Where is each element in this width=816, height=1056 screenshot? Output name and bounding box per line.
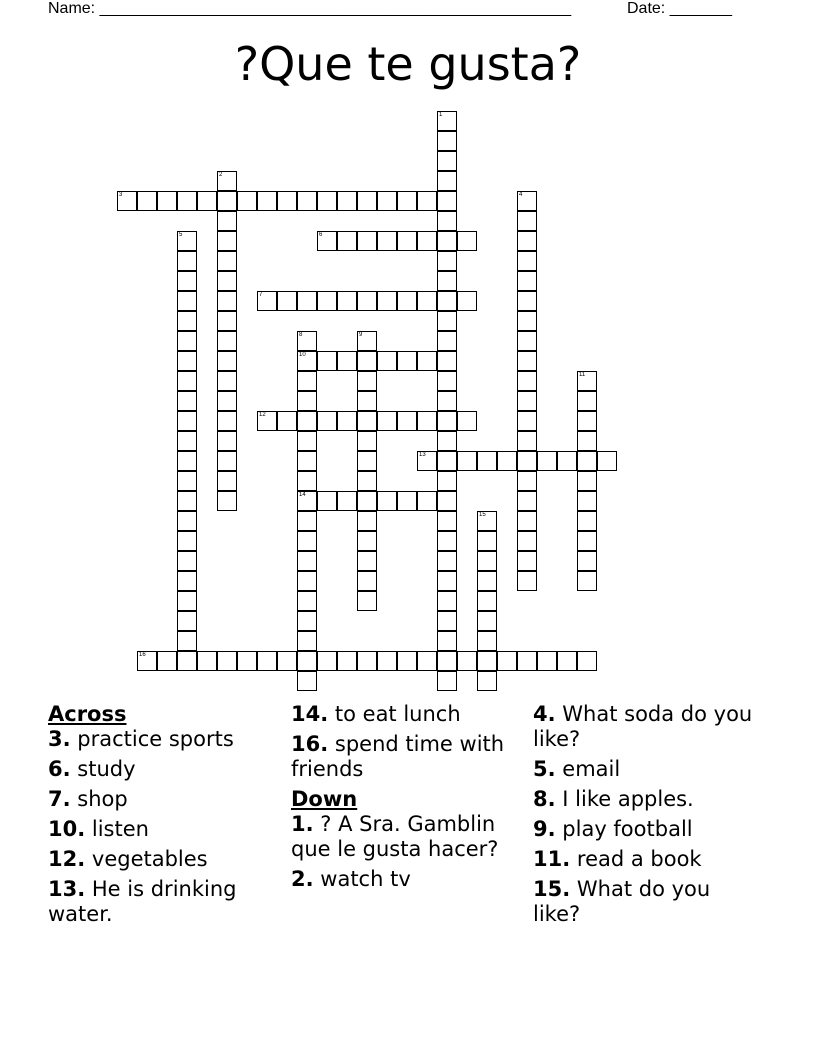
grid-cell[interactable] bbox=[517, 371, 537, 391]
grid-cell[interactable] bbox=[257, 191, 277, 211]
grid-cell[interactable] bbox=[397, 411, 417, 431]
clue-across-13: 13. He is drinking water. bbox=[48, 877, 237, 926]
clue-number-label: 6 bbox=[319, 232, 323, 238]
grid-cell[interactable] bbox=[437, 511, 457, 531]
grid-cell[interactable] bbox=[457, 291, 477, 311]
grid-cell[interactable] bbox=[177, 491, 197, 511]
grid-cell[interactable] bbox=[437, 151, 457, 171]
clue-number-label: 5 bbox=[179, 232, 183, 238]
grid-cell[interactable] bbox=[417, 231, 437, 251]
grid-cell[interactable] bbox=[177, 571, 197, 591]
grid-cell[interactable] bbox=[477, 571, 497, 591]
grid-cell[interactable] bbox=[437, 171, 457, 191]
grid-cell[interactable] bbox=[377, 291, 397, 311]
grid-cell[interactable] bbox=[577, 411, 597, 431]
grid-cell[interactable] bbox=[357, 191, 377, 211]
grid-cell[interactable] bbox=[297, 451, 317, 471]
grid-cell[interactable] bbox=[357, 451, 377, 471]
grid-cell[interactable] bbox=[297, 371, 317, 391]
grid-cell[interactable] bbox=[177, 311, 197, 331]
grid-cell[interactable] bbox=[457, 411, 477, 431]
grid-cell[interactable] bbox=[437, 311, 457, 331]
grid-cell[interactable] bbox=[557, 651, 577, 671]
grid-cell[interactable] bbox=[377, 191, 397, 211]
grid-cell[interactable] bbox=[517, 251, 537, 271]
grid-cell[interactable] bbox=[477, 651, 497, 671]
grid-cell[interactable] bbox=[217, 311, 237, 331]
grid-cell[interactable] bbox=[337, 351, 357, 371]
grid-cell[interactable] bbox=[437, 271, 457, 291]
grid-cell[interactable] bbox=[517, 331, 537, 351]
grid-cell[interactable] bbox=[517, 391, 537, 411]
grid-cell[interactable] bbox=[317, 351, 337, 371]
grid-cell[interactable] bbox=[317, 191, 337, 211]
grid-cell[interactable] bbox=[497, 451, 517, 471]
grid-cell[interactable] bbox=[517, 231, 537, 251]
grid-cell[interactable] bbox=[357, 531, 377, 551]
grid-cell[interactable] bbox=[217, 291, 237, 311]
grid-cell[interactable] bbox=[437, 411, 457, 431]
grid-cell[interactable] bbox=[217, 411, 237, 431]
grid-cell[interactable] bbox=[377, 411, 397, 431]
grid-cell[interactable] bbox=[317, 291, 337, 311]
grid-cell[interactable] bbox=[477, 591, 497, 611]
grid-cell[interactable] bbox=[297, 631, 317, 651]
grid-cell[interactable] bbox=[297, 651, 317, 671]
grid-cell[interactable] bbox=[297, 191, 317, 211]
grid-cell[interactable] bbox=[337, 191, 357, 211]
grid-cell[interactable] bbox=[377, 351, 397, 371]
grid-cell[interactable] bbox=[577, 571, 597, 591]
clue-across-7: 7. shop bbox=[48, 787, 128, 811]
grid-cell[interactable] bbox=[297, 291, 317, 311]
grid-cell[interactable] bbox=[497, 651, 517, 671]
grid-cell[interactable] bbox=[177, 391, 197, 411]
grid-cell[interactable] bbox=[297, 391, 317, 411]
grid-cell[interactable] bbox=[217, 271, 237, 291]
grid-cell[interactable] bbox=[217, 231, 237, 251]
clues-column-3 bbox=[533, 702, 763, 932]
clue-number-label: 13 bbox=[419, 452, 426, 458]
clue-number-label: 2 bbox=[219, 172, 223, 178]
clue-across-3: 3. practice sports bbox=[48, 727, 234, 751]
grid-cell[interactable] bbox=[537, 451, 557, 471]
grid-cell[interactable] bbox=[377, 231, 397, 251]
grid-cell[interactable] bbox=[477, 451, 497, 471]
clue-number-label: 10 bbox=[299, 352, 306, 358]
clues-column-2 bbox=[291, 702, 521, 897]
grid-cell[interactable] bbox=[577, 651, 597, 671]
grid-cell[interactable] bbox=[517, 411, 537, 431]
grid-cell[interactable] bbox=[437, 231, 457, 251]
grid-cell[interactable] bbox=[377, 491, 397, 511]
grid-cell[interactable] bbox=[177, 551, 197, 571]
clue-down-11: 11. read a book bbox=[533, 847, 702, 871]
grid-cell[interactable] bbox=[337, 411, 357, 431]
grid-cell[interactable] bbox=[437, 611, 457, 631]
grid-cell[interactable] bbox=[517, 571, 537, 591]
grid-cell[interactable] bbox=[297, 431, 317, 451]
grid-cell[interactable] bbox=[357, 431, 377, 451]
clue-number-label: 4 bbox=[519, 192, 523, 198]
across-heading: Across bbox=[48, 702, 127, 726]
grid-cell[interactable] bbox=[437, 591, 457, 611]
grid-cell[interactable] bbox=[357, 231, 377, 251]
grid-cell[interactable] bbox=[357, 551, 377, 571]
grid-cell[interactable] bbox=[477, 631, 497, 651]
grid-cell[interactable] bbox=[357, 471, 377, 491]
grid-cell[interactable] bbox=[437, 391, 457, 411]
grid-cell[interactable] bbox=[337, 291, 357, 311]
grid-cell[interactable] bbox=[177, 411, 197, 431]
grid-cell[interactable] bbox=[437, 491, 457, 511]
page-title: ?Que te gusta? bbox=[234, 37, 582, 91]
grid-cell[interactable] bbox=[437, 531, 457, 551]
grid-cell[interactable] bbox=[297, 611, 317, 631]
grid-cell[interactable] bbox=[357, 371, 377, 391]
grid-cell[interactable] bbox=[217, 471, 237, 491]
grid-cell[interactable] bbox=[417, 191, 437, 211]
grid-cell[interactable] bbox=[517, 291, 537, 311]
grid-cell[interactable] bbox=[517, 471, 537, 491]
grid-cell[interactable] bbox=[577, 391, 597, 411]
grid-cell[interactable] bbox=[177, 471, 197, 491]
grid-cell[interactable] bbox=[337, 231, 357, 251]
clues-column-1 bbox=[48, 702, 283, 932]
grid-cell[interactable] bbox=[517, 651, 537, 671]
grid-cell[interactable] bbox=[177, 591, 197, 611]
grid-cell[interactable] bbox=[177, 611, 197, 631]
grid-cell[interactable] bbox=[577, 431, 597, 451]
grid-cell[interactable] bbox=[137, 191, 157, 211]
grid-cell[interactable] bbox=[397, 491, 417, 511]
grid-cell[interactable] bbox=[177, 271, 197, 291]
grid-cell[interactable] bbox=[517, 431, 537, 451]
grid-cell[interactable] bbox=[297, 531, 317, 551]
grid-cell[interactable] bbox=[437, 291, 457, 311]
grid-cell[interactable] bbox=[577, 451, 597, 471]
name-label: Name: _____________________________________________________ bbox=[48, 0, 572, 17]
grid-cell[interactable] bbox=[477, 611, 497, 631]
grid-cell[interactable] bbox=[437, 331, 457, 351]
clue-number-label: 8 bbox=[299, 332, 303, 338]
grid-cell[interactable] bbox=[437, 211, 457, 231]
grid-cell[interactable] bbox=[477, 551, 497, 571]
grid-cell[interactable] bbox=[417, 651, 437, 671]
grid-cell[interactable] bbox=[517, 531, 537, 551]
grid-cell[interactable] bbox=[217, 351, 237, 371]
grid-cell[interactable] bbox=[577, 531, 597, 551]
clue-across-16: 16. spend time with friends bbox=[291, 732, 505, 781]
grid-cell[interactable] bbox=[197, 651, 217, 671]
grid-cell[interactable] bbox=[257, 651, 277, 671]
grid-cell[interactable] bbox=[277, 651, 297, 671]
grid-cell[interactable] bbox=[277, 291, 297, 311]
clue-number-label: 14 bbox=[299, 492, 306, 498]
grid-cell[interactable] bbox=[437, 451, 457, 471]
grid-cell[interactable] bbox=[437, 631, 457, 651]
grid-cell[interactable] bbox=[277, 411, 297, 431]
grid-cell[interactable] bbox=[357, 571, 377, 591]
grid-cell[interactable] bbox=[397, 231, 417, 251]
clue-number-label: 15 bbox=[479, 512, 486, 518]
grid-cell[interactable] bbox=[437, 251, 457, 271]
grid-cell[interactable] bbox=[177, 291, 197, 311]
grid-cell[interactable] bbox=[277, 191, 297, 211]
grid-cell[interactable] bbox=[297, 551, 317, 571]
clue-down-4: 4. What soda do you like? bbox=[533, 702, 753, 751]
grid-cell[interactable] bbox=[217, 371, 237, 391]
grid-cell[interactable] bbox=[397, 651, 417, 671]
grid-cell[interactable] bbox=[517, 211, 537, 231]
grid-cell[interactable] bbox=[197, 191, 217, 211]
date-label: Date: _______ bbox=[627, 0, 732, 17]
grid-cell[interactable] bbox=[297, 471, 317, 491]
clue-number-label: 3 bbox=[119, 192, 123, 198]
grid-cell[interactable] bbox=[417, 491, 437, 511]
grid-cell[interactable] bbox=[177, 511, 197, 531]
grid-cell[interactable] bbox=[217, 451, 237, 471]
grid-cell[interactable] bbox=[177, 191, 197, 211]
grid-cell[interactable] bbox=[357, 391, 377, 411]
grid-cell[interactable] bbox=[317, 651, 337, 671]
grid-cell[interactable] bbox=[217, 651, 237, 671]
grid-cell[interactable] bbox=[357, 591, 377, 611]
grid-cell[interactable] bbox=[177, 371, 197, 391]
clue-down-9: 9. play football bbox=[533, 817, 693, 841]
grid-cell[interactable] bbox=[357, 291, 377, 311]
clue-across-6: 6. study bbox=[48, 757, 136, 781]
grid-cell[interactable] bbox=[437, 191, 457, 211]
grid-cell[interactable] bbox=[357, 651, 377, 671]
grid-cell[interactable] bbox=[217, 211, 237, 231]
grid-cell[interactable] bbox=[237, 651, 257, 671]
grid-cell[interactable] bbox=[517, 311, 537, 331]
grid-cell[interactable] bbox=[177, 351, 197, 371]
grid-cell[interactable] bbox=[437, 351, 457, 371]
grid-cell[interactable] bbox=[437, 571, 457, 591]
grid-cell[interactable] bbox=[157, 651, 177, 671]
grid-cell[interactable] bbox=[577, 551, 597, 571]
grid-cell[interactable] bbox=[577, 511, 597, 531]
grid-cell[interactable] bbox=[557, 451, 577, 471]
grid-cell[interactable] bbox=[437, 431, 457, 451]
clue-across-10: 10. listen bbox=[48, 817, 149, 841]
clue-down-8: 8. I like apples. bbox=[533, 787, 694, 811]
grid-cell[interactable] bbox=[437, 471, 457, 491]
grid-cell[interactable] bbox=[397, 191, 417, 211]
grid-cell[interactable] bbox=[177, 631, 197, 651]
grid-cell[interactable] bbox=[517, 551, 537, 571]
clue-number-label: 16 bbox=[139, 652, 146, 658]
grid-cell[interactable] bbox=[357, 511, 377, 531]
grid-cell[interactable] bbox=[237, 191, 257, 211]
grid-cell[interactable] bbox=[517, 351, 537, 371]
grid-cell[interactable] bbox=[437, 131, 457, 151]
grid-cell[interactable] bbox=[517, 491, 537, 511]
grid-cell[interactable] bbox=[417, 411, 437, 431]
grid-cell[interactable] bbox=[517, 451, 537, 471]
clue-down-15: 15. What do you like? bbox=[533, 877, 711, 926]
grid-cell[interactable] bbox=[597, 451, 617, 471]
clue-down-5: 5. email bbox=[533, 757, 621, 781]
grid-cell[interactable] bbox=[157, 191, 177, 211]
grid-cell[interactable] bbox=[417, 351, 437, 371]
grid-cell[interactable] bbox=[537, 651, 557, 671]
grid-cell[interactable] bbox=[437, 551, 457, 571]
grid-cell[interactable] bbox=[297, 511, 317, 531]
clue-number-label: 12 bbox=[259, 412, 266, 418]
grid-cell[interactable] bbox=[297, 571, 317, 591]
grid-cell[interactable] bbox=[577, 491, 597, 511]
grid-cell[interactable] bbox=[437, 651, 457, 671]
grid-cell[interactable] bbox=[477, 531, 497, 551]
grid-cell[interactable] bbox=[517, 511, 537, 531]
clue-number-label: 9 bbox=[359, 332, 363, 338]
clue-down-1: 1. ? A Sra. Gamblin que le gusta hacer? bbox=[291, 812, 499, 861]
grid-cell[interactable] bbox=[337, 491, 357, 511]
grid-cell[interactable] bbox=[177, 431, 197, 451]
grid-cell[interactable] bbox=[217, 251, 237, 271]
grid-cell[interactable] bbox=[297, 671, 317, 691]
clue-number-label: 7 bbox=[259, 292, 263, 298]
down-heading: Down bbox=[291, 787, 358, 811]
clue-number-label: 1 bbox=[439, 112, 443, 118]
grid-cell[interactable] bbox=[177, 651, 197, 671]
grid-cell[interactable] bbox=[217, 431, 237, 451]
grid-cell[interactable] bbox=[177, 451, 197, 471]
grid-cell[interactable] bbox=[357, 351, 377, 371]
grid-cell[interactable] bbox=[357, 411, 377, 431]
grid-cell[interactable] bbox=[517, 271, 537, 291]
grid-cell[interactable] bbox=[577, 471, 597, 491]
grid-cell[interactable] bbox=[457, 651, 477, 671]
grid-cell[interactable] bbox=[297, 591, 317, 611]
clue-across-14: 14. to eat lunch bbox=[291, 702, 461, 726]
clue-number-label: 11 bbox=[579, 372, 586, 378]
grid-cell[interactable] bbox=[457, 231, 477, 251]
grid-cell[interactable] bbox=[437, 671, 457, 691]
grid-cell[interactable] bbox=[297, 411, 317, 431]
grid-cell[interactable] bbox=[177, 531, 197, 551]
clue-across-12: 12. vegetables bbox=[48, 847, 208, 871]
grid-cell[interactable] bbox=[457, 451, 477, 471]
grid-cell[interactable] bbox=[317, 491, 337, 511]
grid-cell[interactable] bbox=[397, 291, 417, 311]
grid-cell[interactable] bbox=[437, 371, 457, 391]
grid-cell[interactable] bbox=[317, 411, 337, 431]
grid-cell[interactable] bbox=[177, 251, 197, 271]
grid-cell[interactable] bbox=[477, 671, 497, 691]
grid-cell[interactable] bbox=[337, 651, 357, 671]
grid-cell[interactable] bbox=[377, 651, 397, 671]
grid-cell[interactable] bbox=[397, 351, 417, 371]
clue-down-2: 2. watch tv bbox=[291, 867, 411, 891]
grid-cell[interactable] bbox=[177, 331, 197, 351]
grid-cell[interactable] bbox=[217, 491, 237, 511]
grid-cell[interactable] bbox=[217, 391, 237, 411]
grid-cell[interactable] bbox=[217, 331, 237, 351]
grid-cell[interactable] bbox=[357, 491, 377, 511]
grid-cell[interactable] bbox=[417, 291, 437, 311]
grid-cell[interactable] bbox=[217, 191, 237, 211]
